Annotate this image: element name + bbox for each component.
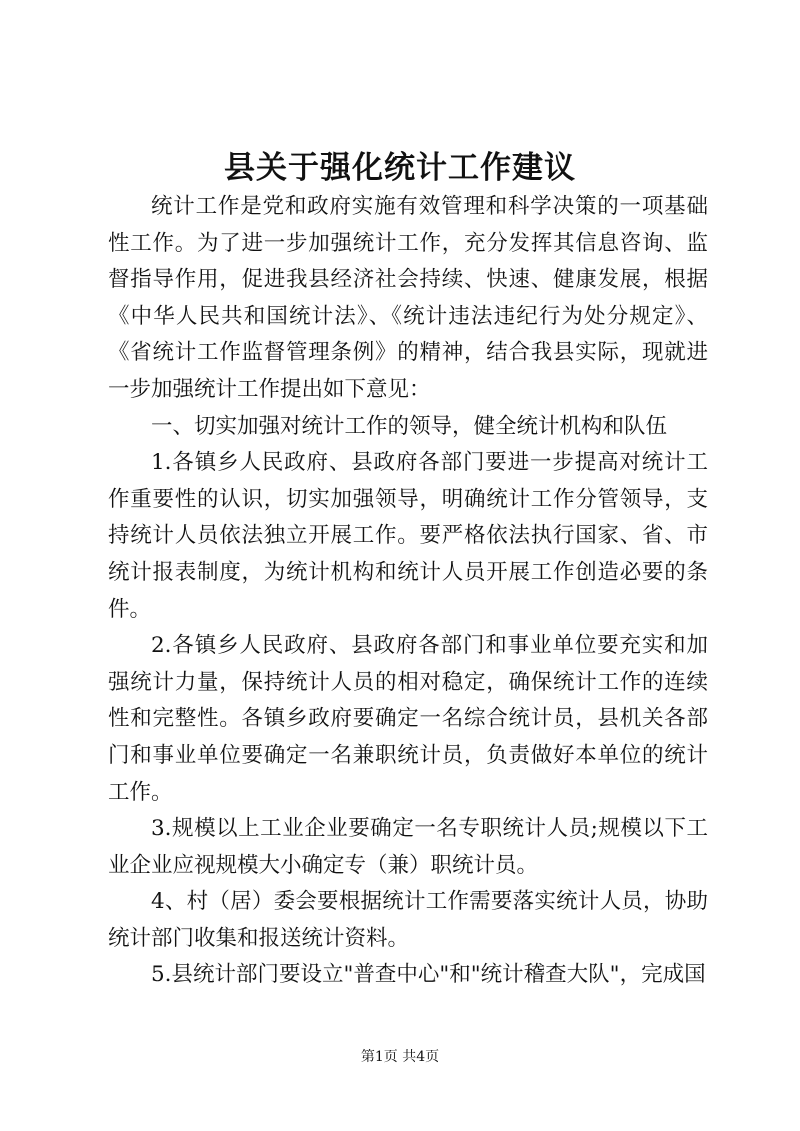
paragraph-item-1: 1.各镇乡人民政府、县政府各部门要进一步提高对统计工作重要性的认识，切实加强领导，明确统计工作分管领导，支持统计人员依法独立开展工作。要严格依法执行国家、省、市统计报表制度，为统计机构和统计人员开展工作创造必要的条件。: [108, 450, 708, 622]
paragraph-intro: 统计工作是党和政府实施有效管理和科学决策的一项基础性工作。为了进一步加强统计工作，充分发挥其信息咨询、监督指导作用，促进我县经济社会持续、快速、健康发展，根据《中华人民共和国统计法》、《统计违法违纪行为处分规定》、《省统计工作监督管理条例》的精神，结合我县实际，现就进一步加强统计工作提出如下意见：: [108, 194, 708, 402]
paragraph-item-2: 2.各镇乡人民政府、县政府各部门和事业单位要充实和加强统计力量，保持统计人员的相对稳定，确保统计工作的连续性和完整性。各镇乡政府要确定一名综合统计员，县机关各部门和事业单位要确定一名兼职统计员，负责做好本单位的统计工作。: [108, 633, 708, 805]
paragraph-item-4: 4、村（居）委会要根据统计工作需要落实统计人员，协助统计部门收集和报送统计资料。: [108, 889, 708, 951]
page-number-footer: 第1页 共4页: [360, 1049, 440, 1065]
document-title: 县关于强化统计工作建议: [224, 150, 576, 186]
section-heading-1: 一、切实加强对统计工作的领导，健全统计机构和队伍: [151, 413, 668, 439]
paragraph-item-3: 3.规模以上工业企业要确定一名专职统计人员;规模以下工业企业应视规模大小确定专（兼）职统计员。: [108, 816, 708, 878]
document-body: [108, 189, 708, 994]
paragraph-item-5: 5.县统计部门要设立"普查中心"和"统计稽查大队"，完成国: [151, 962, 706, 988]
